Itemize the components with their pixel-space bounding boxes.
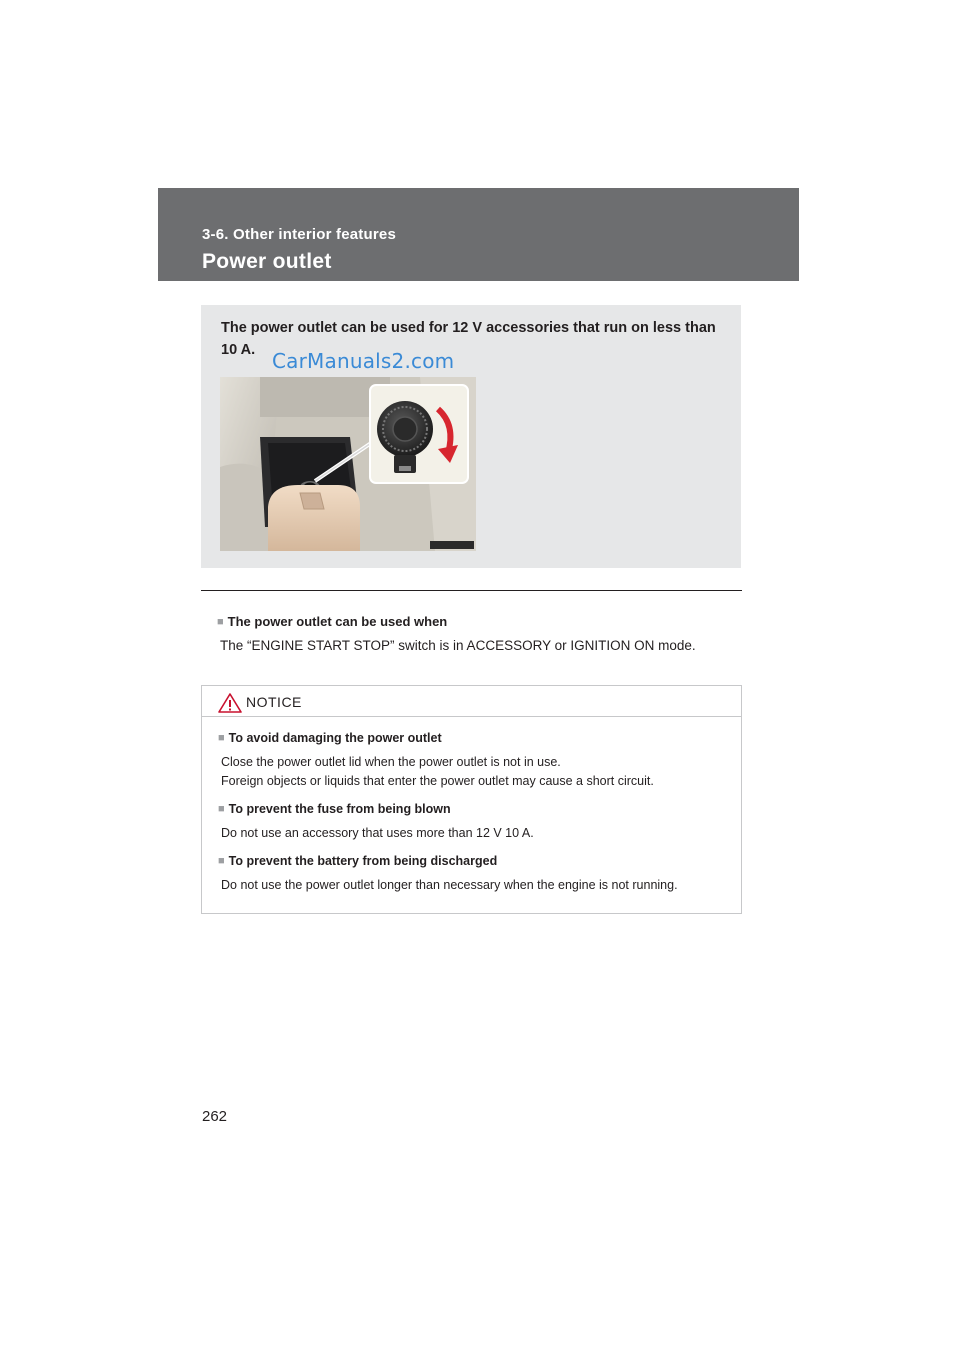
- watermark: CarManuals2.com: [272, 349, 455, 373]
- square-bullet-icon: ■: [218, 855, 225, 867]
- notice-item-line: Close the power outlet lid when the power outlet is not in use.: [221, 755, 561, 769]
- note-block: [217, 612, 747, 656]
- notice-item-title: To avoid damaging the power outlet: [228, 731, 442, 745]
- warning-triangle-icon: [218, 693, 242, 713]
- power-outlet-illustration: [220, 377, 476, 551]
- power-outlet-photo: [220, 377, 476, 551]
- notice-item: [218, 852, 733, 895]
- notice-item-line: Do not use the power outlet longer than necessary when the engine is not running.: [221, 878, 678, 892]
- notice-item-line: Do not use an accessory that uses more than 12 V 10 A.: [221, 826, 534, 840]
- notice-box: [201, 685, 742, 914]
- section-header: [158, 188, 799, 281]
- notice-item-title: To prevent the fuse from being blown: [228, 802, 451, 816]
- page-number: 262: [202, 1108, 228, 1125]
- notice-item-title: To prevent the battery from being discharged: [228, 854, 498, 868]
- square-bullet-icon: ■: [218, 803, 225, 815]
- section-divider: [201, 590, 742, 591]
- notice-label: NOTICE: [246, 694, 302, 710]
- page-title: Power outlet: [202, 250, 332, 273]
- note-title: The power outlet can be used when: [227, 614, 448, 629]
- intro-text: The power outlet can be used for 12 V accessories that run on less than 10 A.: [221, 320, 716, 358]
- square-bullet-icon: ■: [218, 732, 225, 744]
- notice-header: [202, 686, 741, 717]
- intro-box: [201, 305, 741, 568]
- section-label: 3-6. Other interior features: [202, 226, 396, 243]
- notice-item: [218, 729, 733, 791]
- square-bullet-icon: ■: [217, 616, 224, 628]
- notice-item: [218, 800, 733, 843]
- notice-item-line: Foreign objects or liquids that enter the power outlet may cause a short circuit.: [221, 774, 654, 788]
- note-body: The “ENGINE START STOP” switch is in ACCESSORY or IGNITION ON mode.: [220, 638, 696, 653]
